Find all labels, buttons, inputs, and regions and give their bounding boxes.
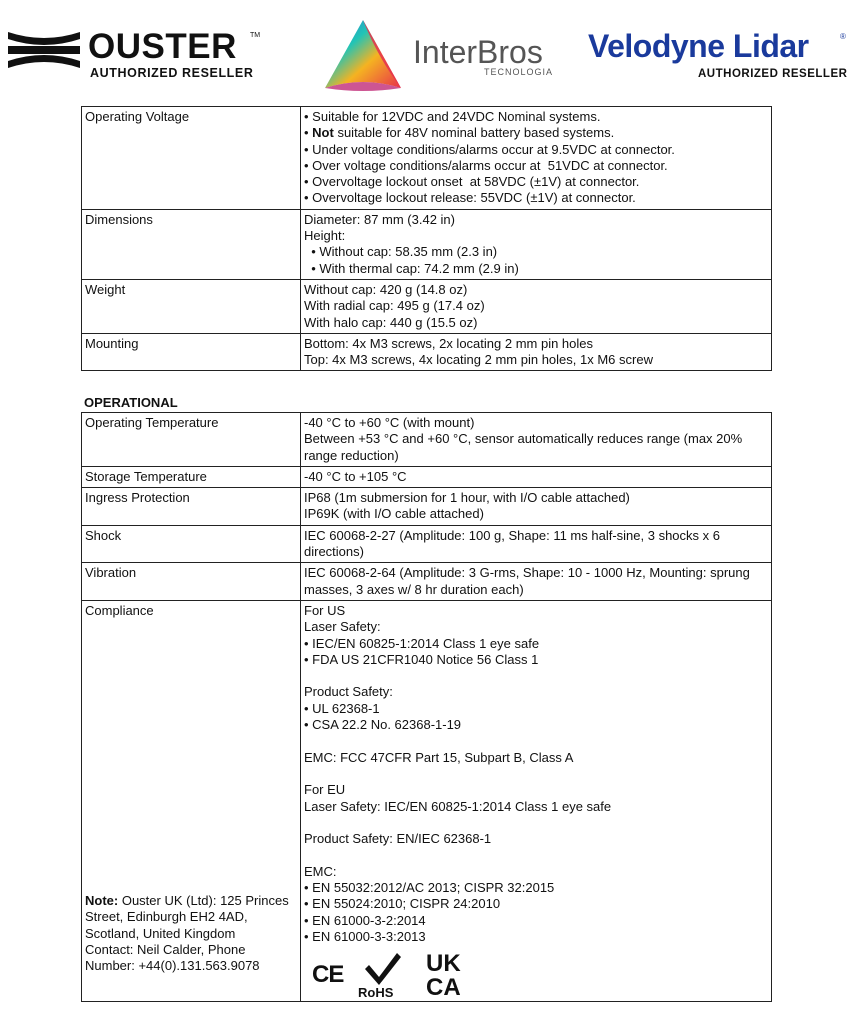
spec-line: Product Safety: bbox=[304, 684, 393, 700]
spec-line: • EN 61000-3-3:2013 bbox=[304, 928, 426, 944]
spec-label: Shock bbox=[82, 525, 301, 563]
spec-line: EMC: FCC 47CFR Part 15, Subpart B, Class A bbox=[304, 749, 574, 765]
spec-line: IEC 60068-2-27 (Amplitude: 100 g, Shape: 11 ms half-sine, 3 shocks x 6 bbox=[304, 527, 720, 543]
spec-line: • EN 55032:2012/AC 2013; CISPR 32:2015 bbox=[304, 880, 555, 896]
spec-line: IP68 (1m submersion for 1 hour, with I/O cable attached) bbox=[304, 490, 630, 506]
spec-label: Weight bbox=[82, 279, 301, 333]
spec-line: -40 °C to +60 °C (with mount) bbox=[304, 415, 475, 430]
spec-line: Product Safety: EN/IEC 62368-1 bbox=[304, 831, 492, 847]
spec-line: -40 °C to +105 °C bbox=[304, 468, 407, 484]
spec-line: Laser Safety: bbox=[304, 619, 381, 635]
rohs-mark-icon bbox=[357, 951, 407, 999]
spec-line: • UL 62368-1 bbox=[304, 700, 380, 716]
velodyne-brand-name: Velodyne Lidar bbox=[588, 28, 809, 64]
interbros-triangle-icon bbox=[323, 18, 403, 92]
spec-value bbox=[301, 563, 772, 601]
spec-line: • Without cap: 58.35 mm (2.3 in) bbox=[304, 244, 498, 260]
spacer bbox=[304, 847, 768, 863]
table-row bbox=[82, 209, 772, 279]
spec-label: Vibration bbox=[82, 563, 301, 601]
spec-line: • Overvoltage lockout release: 55VDC (±1V) at connector. bbox=[304, 190, 636, 206]
spec-line: • Overvoltage lockout onset at 58VDC (±1V) at connector. bbox=[304, 174, 640, 190]
interbros-tagline: TECNOLOGIA bbox=[484, 67, 554, 77]
spec-line: Between +53 °C and +60 °C, sensor automatically reduces range (max 20% bbox=[304, 431, 743, 447]
spec-line: • Over voltage conditions/alarms occur at 51VDC at connector. bbox=[304, 157, 668, 173]
table-row bbox=[82, 107, 772, 210]
table-row bbox=[82, 413, 772, 467]
ukca-mark-uk: UK bbox=[426, 950, 461, 978]
spec-line: • Suitable for 12VDC and 24VDC Nominal systems. bbox=[304, 109, 601, 124]
ouster-logo bbox=[8, 27, 268, 90]
section-title: OPERATIONAL bbox=[84, 395, 178, 410]
certification-marks bbox=[304, 949, 768, 999]
velodyne-registered: ® bbox=[840, 32, 846, 41]
spec-value bbox=[301, 600, 772, 1001]
table-row bbox=[82, 466, 772, 487]
header bbox=[0, 0, 853, 100]
spec-label: Mounting bbox=[82, 333, 301, 371]
spec-value bbox=[301, 279, 772, 333]
spec-label: Operating Temperature bbox=[82, 413, 301, 467]
spec-label: Compliance bbox=[85, 602, 154, 618]
spec-line: • IEC/EN 60825-1:2014 Class 1 eye safe bbox=[304, 635, 540, 651]
spec-value bbox=[301, 488, 772, 526]
spec-line: Height: bbox=[304, 228, 346, 244]
note-line bbox=[85, 893, 289, 909]
ouster-trademark: TM bbox=[250, 32, 261, 39]
note-line: Contact: Neil Calder, Phone bbox=[85, 941, 246, 957]
spec-label: Storage Temperature bbox=[82, 466, 301, 487]
spec-line: • EN 55024:2010; CISPR 24:2010 bbox=[304, 896, 501, 912]
spec-line: With halo cap: 440 g (15.5 oz) bbox=[304, 314, 478, 330]
spec-line-bold: Not bbox=[312, 125, 334, 141]
table-row bbox=[82, 279, 772, 333]
note-bold: Note: bbox=[85, 892, 119, 908]
spec-line: IEC 60068-2-64 (Amplitude: 3 G-rms, Shape: 10 - 1000 Hz, Mounting: sprung bbox=[304, 565, 750, 581]
spec-line: Top: 4x M3 screws, 4x locating 2 mm pin holes, 1x M6 screw bbox=[304, 352, 653, 368]
spec-line: Laser Safety: IEC/EN 60825-1:2014 Class 1 eye safe bbox=[304, 798, 612, 814]
interbros-brand-name: InterBros bbox=[413, 34, 543, 70]
rohs-mark-text: RoHS bbox=[358, 985, 394, 1000]
spacer bbox=[304, 668, 768, 684]
spec-value bbox=[301, 466, 772, 487]
interbros-logo bbox=[323, 18, 563, 98]
spec-label: Dimensions bbox=[82, 209, 301, 279]
table-row bbox=[82, 563, 772, 601]
table-row bbox=[82, 600, 772, 1001]
spec-line: With radial cap: 495 g (17.4 oz) bbox=[304, 298, 485, 314]
table-row bbox=[82, 525, 772, 563]
reseller-note bbox=[85, 893, 289, 974]
spec-line: • CSA 22.2 No. 62368-1-19 bbox=[304, 717, 462, 733]
spec-line: • With thermal cap: 74.2 mm (2.9 in) bbox=[304, 260, 519, 276]
spec-line: range reduction) bbox=[304, 447, 399, 463]
note-line: Street, Edinburgh EH2 4AD, bbox=[85, 909, 248, 925]
spacer bbox=[304, 766, 768, 782]
spec-line: IP69K (with I/O cable attached) bbox=[304, 506, 484, 522]
spec-value bbox=[301, 525, 772, 563]
ukca-mark-icon bbox=[424, 949, 474, 997]
spec-line: • Not suitable for 48V nominal battery based systems. bbox=[304, 125, 615, 141]
spec-line-rest: suitable for 48V nominal battery based systems. bbox=[333, 125, 615, 141]
spec-line: For EU bbox=[304, 782, 346, 798]
spec-line: directions) bbox=[304, 544, 364, 560]
spec-line: Without cap: 420 g (14.8 oz) bbox=[304, 281, 468, 297]
table-row bbox=[82, 333, 772, 371]
spec-value bbox=[301, 209, 772, 279]
spec-line: masses, 3 axes w/ 8 hr duration each) bbox=[304, 581, 524, 597]
ce-mark-icon: CE bbox=[312, 961, 344, 989]
spec-line: Bottom: 4x M3 screws, 2x locating 2 mm pin holes bbox=[304, 335, 594, 351]
velodyne-authorized-reseller: AUTHORIZED RESELLER bbox=[698, 68, 848, 80]
physical-spec-table bbox=[81, 106, 772, 371]
spec-line: For US bbox=[304, 602, 346, 618]
note-line: Scotland, United Kingdom bbox=[85, 925, 236, 941]
velodyne-logo bbox=[588, 28, 848, 88]
spec-line: • Under voltage conditions/alarms occur at 9.5VDC at connector. bbox=[304, 141, 675, 157]
spacer bbox=[304, 733, 768, 749]
spec-value bbox=[301, 107, 772, 210]
spec-line: • FDA US 21CFR1040 Notice 56 Class 1 bbox=[304, 651, 539, 667]
spec-value bbox=[301, 413, 772, 467]
ukca-mark-ca: CA bbox=[426, 974, 461, 998]
operational-spec-table bbox=[81, 412, 772, 1002]
spec-line: Diameter: 87 mm (3.42 in) bbox=[304, 211, 455, 227]
ouster-brand-name: OUSTER bbox=[88, 27, 237, 66]
spacer bbox=[304, 815, 768, 831]
note-text: Ouster UK (Ltd): 125 Princes bbox=[118, 892, 289, 908]
note-line: Number: +44(0).131.563.9078 bbox=[85, 958, 260, 974]
spec-label: Operating Voltage bbox=[82, 107, 301, 210]
compliance-label-cell bbox=[82, 600, 301, 1001]
ouster-authorized-reseller: AUTHORIZED RESELLER bbox=[90, 66, 254, 80]
spec-line: EMC: bbox=[304, 863, 337, 879]
spec-value bbox=[301, 333, 772, 371]
ouster-mark-icon bbox=[8, 30, 80, 70]
spec-label: Ingress Protection bbox=[82, 488, 301, 526]
spec-line: • EN 61000-3-2:2014 bbox=[304, 912, 426, 928]
table-row bbox=[82, 488, 772, 526]
